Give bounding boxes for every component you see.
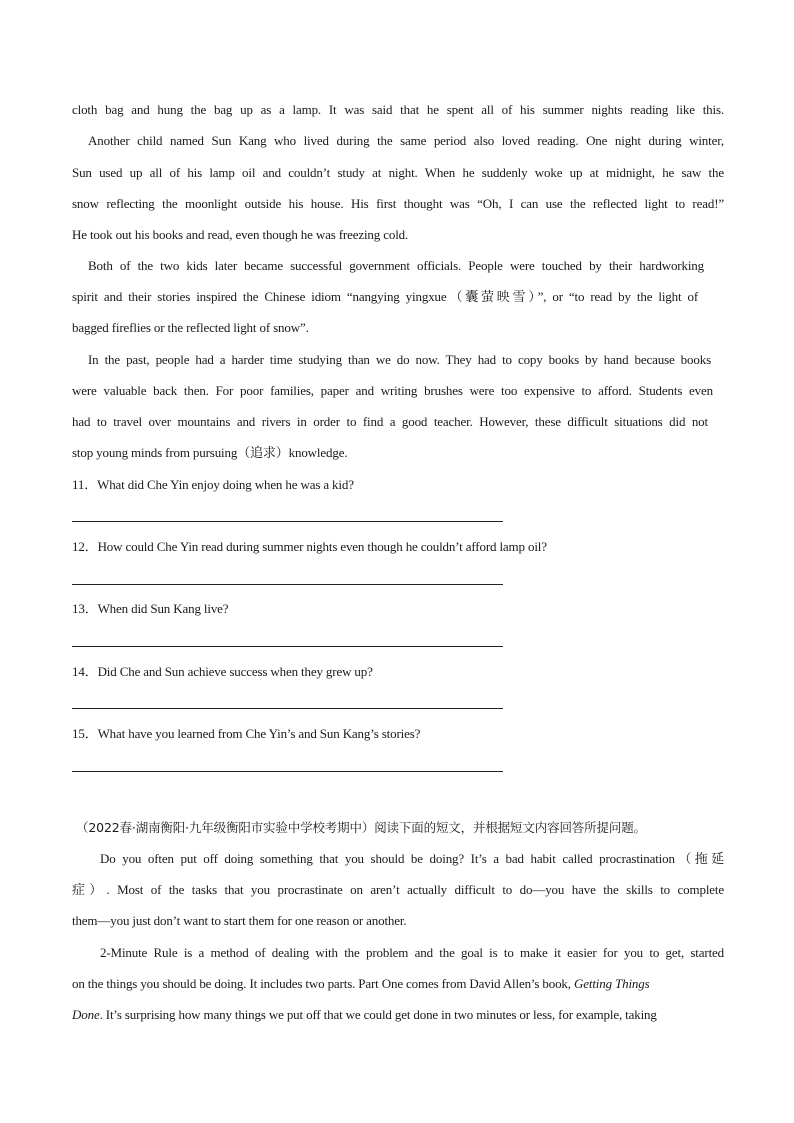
question-number: 12． (72, 539, 98, 554)
question-text: What did Che Yin enjoy doing when he was a kid? (97, 477, 354, 492)
answer-line[interactable] (72, 584, 503, 585)
paragraph-text: . It’s surprising how many things we put off that we could get done in two minutes or less, for example, taking (99, 1007, 657, 1022)
answer-line[interactable] (72, 646, 503, 647)
paragraph-line (72, 1006, 724, 1024)
paragraph-line: were valuable back then. For poor families, paper and writing brushes were too expensive to afford. Students even (72, 383, 713, 398)
paragraph-text: on the things you should be doing. It includes two parts. Part One comes from David Allen’s book, (72, 976, 574, 991)
book-title: Done (72, 1007, 100, 1022)
paragraph-line: 症）. Most of the tasks that you procrastinate on aren’t actually difficult to do—you have the skills to complete (72, 882, 724, 897)
paragraph-line: In the past, people had a harder time studying than we do now. They had to copy books by hand because books (88, 352, 711, 367)
question-number: 14． (72, 664, 98, 679)
paragraph-line: them—you just don’t want to start them for one reason or another. (72, 913, 407, 928)
paragraph-line: He took out his books and read, even though he was freezing cold. (72, 227, 409, 242)
paragraph-line: cloth bag and hung the bag up as a lamp. It was said that he spent all of his summer nights reading like this. (72, 102, 724, 117)
paragraph-line (72, 975, 724, 993)
question-11 (72, 476, 354, 494)
answer-line[interactable] (72, 708, 503, 709)
question-number: 11． (72, 477, 98, 492)
question-number: 15． (72, 726, 98, 741)
answer-line[interactable] (72, 521, 503, 522)
paragraph-line: spirit and their stories inspired the Chinese idiom “nangying yingxue（囊萤映雪）”, or “to read by the light of (72, 289, 698, 304)
paragraph-line: Do you often put off doing something that you should be doing? It’s a bad habit called procrastination（拖延 (100, 851, 724, 866)
question-text: How could Che Yin read during summer nights even though he couldn’t afford lamp oil? (97, 539, 547, 554)
question-text: Did Che and Sun achieve success when they grew up? (97, 664, 373, 679)
question-number: 13． (72, 601, 98, 616)
question-13 (72, 600, 228, 618)
paragraph-line: stop young minds from pursuing（追求）knowledge. (72, 445, 348, 460)
question-15 (72, 725, 420, 743)
paragraph-line: 2-Minute Rule is a method of dealing with the problem and the goal is to make it easier for you to get, started (100, 945, 724, 960)
answer-line[interactable] (72, 771, 503, 772)
paragraph-line: Both of the two kids later became successful government officials. People were touched by their hardworking (88, 258, 704, 273)
paragraph-line: Sun used up all of his lamp oil and couldn’t study at night. When he suddenly woke up at midnight, he saw the (72, 165, 724, 180)
question-14 (72, 663, 373, 681)
question-text: When did Sun Kang live? (97, 601, 229, 616)
paragraph-line: had to travel over mountains and rivers in order to find a good teacher. However, these difficult situations did not (72, 414, 708, 429)
paragraph-line: snow reflecting the moonlight outside his house. His first thought was “Oh, I can use the reflected light to read!” (72, 196, 724, 211)
book-title: Getting Things (574, 976, 650, 991)
paragraph-line: Another child named Sun Kang who lived during the same period also loved reading. One night during winter, (88, 133, 724, 148)
section-heading: （2022春·湖南衡阳·九年级衡阳市实验中学校考期中）阅读下面的短文，并根据短文内容回答所提问题。 (76, 820, 646, 835)
question-text: What have you learned from Che Yin’s and Sun Kang’s stories? (97, 726, 421, 741)
question-12 (72, 538, 547, 556)
paragraph-line: bagged fireflies or the reflected light of snow”. (72, 320, 309, 335)
